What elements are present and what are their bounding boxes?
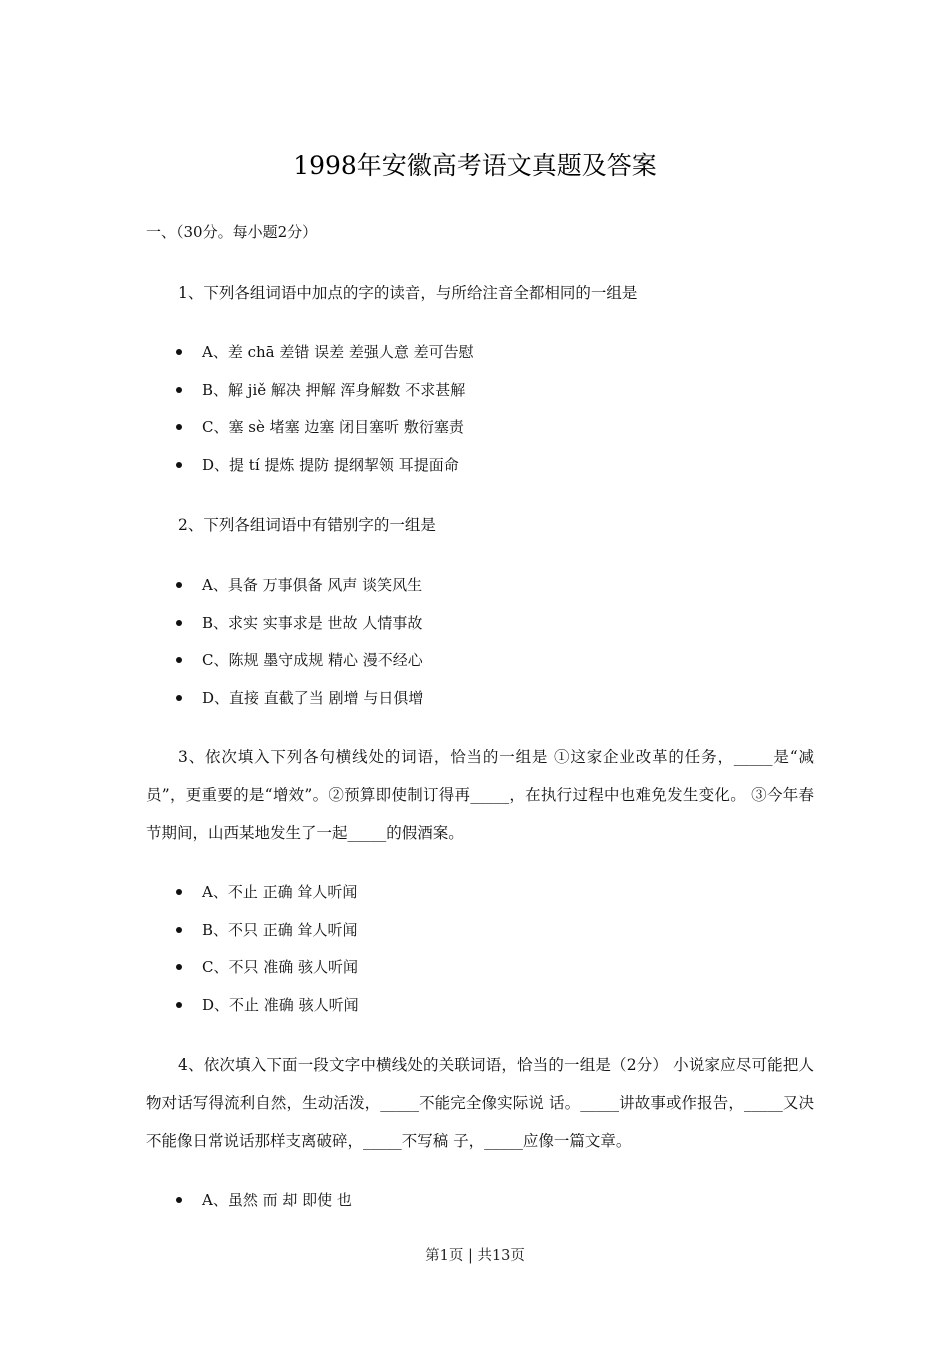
section-heading: 一、（30分。每小题2分） — [146, 223, 318, 241]
option-text: C、塞 sè 堵塞 边塞 闭目塞听 敷衍塞责 — [202, 418, 464, 437]
option-text: A、虽然 而 却 即使 也 — [202, 1191, 352, 1209]
option-text: B、不只 正确 耸人听闻 — [202, 920, 358, 939]
bullet-icon — [176, 889, 182, 895]
bullet-icon — [176, 1002, 182, 1008]
question-1-stem: 1、下列各组词语中加点的字的读音，与所给注音全都相同的一组是 — [178, 284, 638, 302]
bullet-icon — [176, 620, 182, 626]
question-2-stem: 2、下列各组词语中有错别字的一组是 — [178, 516, 436, 534]
bullet-icon — [176, 964, 182, 970]
question-3-stem: 3、依次填入下列各句横线处的词语，恰当的一组是 ①这家企业改革的任务，_____是“减员”，更重要的是“增效”。②预算即使制订得再_____，在执行过程中也难免发生变化。 ③今年春节期间，山西某地发生了一起_____的假酒案。 — [146, 748, 814, 842]
bullet-icon — [176, 349, 182, 355]
bullet-icon — [176, 927, 182, 933]
option-text: D、不止 准确 骇人听闻 — [202, 996, 359, 1015]
bullet-icon — [176, 695, 182, 701]
option-text: B、求实 实事求是 世故 人情事故 — [202, 613, 423, 632]
option-text: C、陈规 墨守成规 精心 漫不经心 — [202, 651, 423, 670]
question-4-stem: 4、依次填入下面一段文字中横线处的关联词语，恰当的一组是（2分） 小说家应尽可能把人物对话写得流利自然，生动活泼，_____不能完全像实际说 话。_____讲故事或作报告，_____又决不能像日常说话那样支离破碎，_____不写稿 子，_____应像一篇文章。 — [146, 1056, 814, 1150]
option-text: D、提 tí 提炼 提防 提纲挈领 耳提面命 — [202, 456, 459, 475]
bullet-icon — [176, 657, 182, 663]
option-text: C、不只 准确 骇人听闻 — [202, 958, 359, 977]
document-title: 1998年安徽高考语文真题及答案 — [293, 151, 657, 180]
option-text: B、解 jiě 解决 押解 浑身解数 不求甚解 — [202, 380, 466, 399]
bullet-icon — [176, 387, 182, 393]
option-text: A、差 chā 差错 误差 差强人意 差可告慰 — [202, 343, 474, 361]
bullet-icon — [176, 1197, 182, 1203]
bullet-icon — [176, 424, 182, 430]
option-text: D、直接 直截了当 剧增 与日俱增 — [202, 689, 424, 708]
option-text: A、不止 正确 耸人听闻 — [202, 883, 358, 901]
option-text: A、具备 万事俱备 风声 谈笑风生 — [202, 576, 423, 594]
bullet-icon — [176, 582, 182, 588]
page-footer: 第1页 | 共13页 — [425, 1248, 525, 1264]
bullet-icon — [176, 462, 182, 468]
